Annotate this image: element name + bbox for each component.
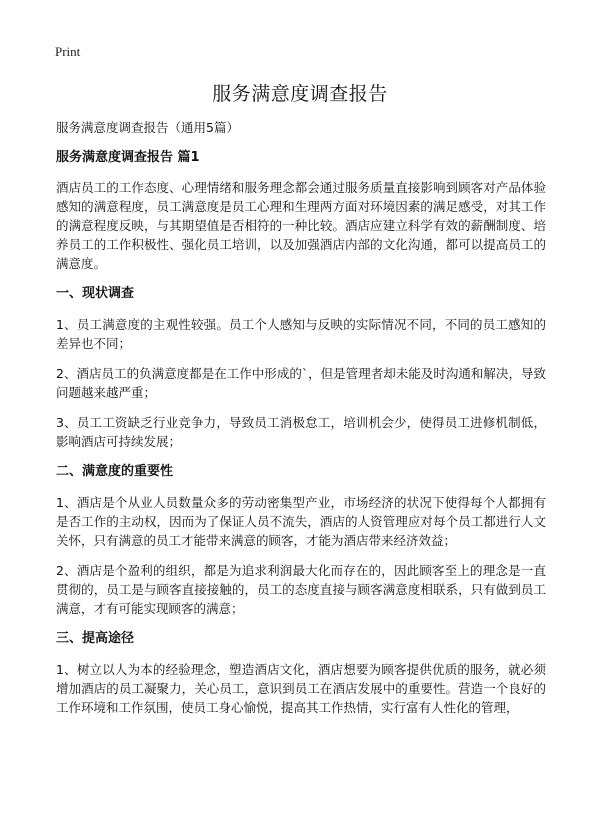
document-title: 服务满意度调查报告 — [212, 83, 388, 105]
section-heading: 三、提高途径 — [56, 631, 135, 646]
paragraph: 3、员工工资缺乏行业竞争力，导致员工消极怠工，培训机会少，使得员工进修机制低，影响酒店可持续发展； — [56, 415, 546, 449]
print-label: Print — [55, 44, 81, 59]
section-importance — [56, 462, 546, 618]
article-title: 服务满意度调查报告 篇1 — [56, 150, 200, 165]
paragraph: 1、树立以人为本的经验理念，塑造酒店文化，酒店想要为顾客提供优质的服务，就必须增加酒店的员工凝聚力，关心员工，意识到员工在酒店发展中的重要性。营造一个良好的工作环境和工作氛围，使员工身心愉悦，提高其工作热情，实行富有人性化的管理， — [56, 662, 546, 715]
document-body — [56, 118, 546, 728]
paragraph: 1、酒店是个从业人员数量众多的劳动密集型产业，市场经济的状况下使得每个人都拥有是否工作的主动权，因而为了保证人员不流失，酒店的人资管理应对每个员工都进行人文关怀，只有满意的员工才能带来满意的顾客，才能为酒店带来经济效益； — [56, 495, 546, 548]
paragraph: 2、酒店是个盈利的组织，都是为追求利润最大化而存在的，因此顾客至上的理念是一直贯彻的，员工是与顾客直接接触的，员工的态度直接与顾客满意度相联系，只有做到员工满意，才有可能实现顾客的满意； — [56, 563, 546, 616]
section-heading: 一、现状调查 — [56, 286, 135, 301]
intro-paragraph: 酒店员工的工作态度、心理情绪和服务理念都会通过服务质量直接影响到顾客对产品体验感知的满意程度，员工满意度是员工心理和生理两方面对环境因素的满足感受，对其工作的满意程度反映，与其期望值是否相符的一种比较。酒店应建立科学有效的薪酬制度、培养员工的工作积极性、强化员工培训，以及加强酒店内部的文化沟通，都可以提高员工的满意度。 — [56, 180, 546, 271]
section-heading: 二、满意度的重要性 — [56, 464, 174, 479]
section-improvement — [56, 629, 546, 717]
document-subtitle: 服务满意度调查报告（通用5篇） — [56, 120, 239, 135]
paragraph: 1、员工满意度的主观性较强。员工个人感知与反映的实际情况不同，不同的员工感知的差异也不同； — [56, 317, 546, 351]
section-current-status — [56, 284, 546, 451]
paragraph: 2、酒店员工的负满意度都是在工作中形成的`，但是管理者却未能及时沟通和解决，导致问题越来越严重； — [56, 366, 546, 400]
